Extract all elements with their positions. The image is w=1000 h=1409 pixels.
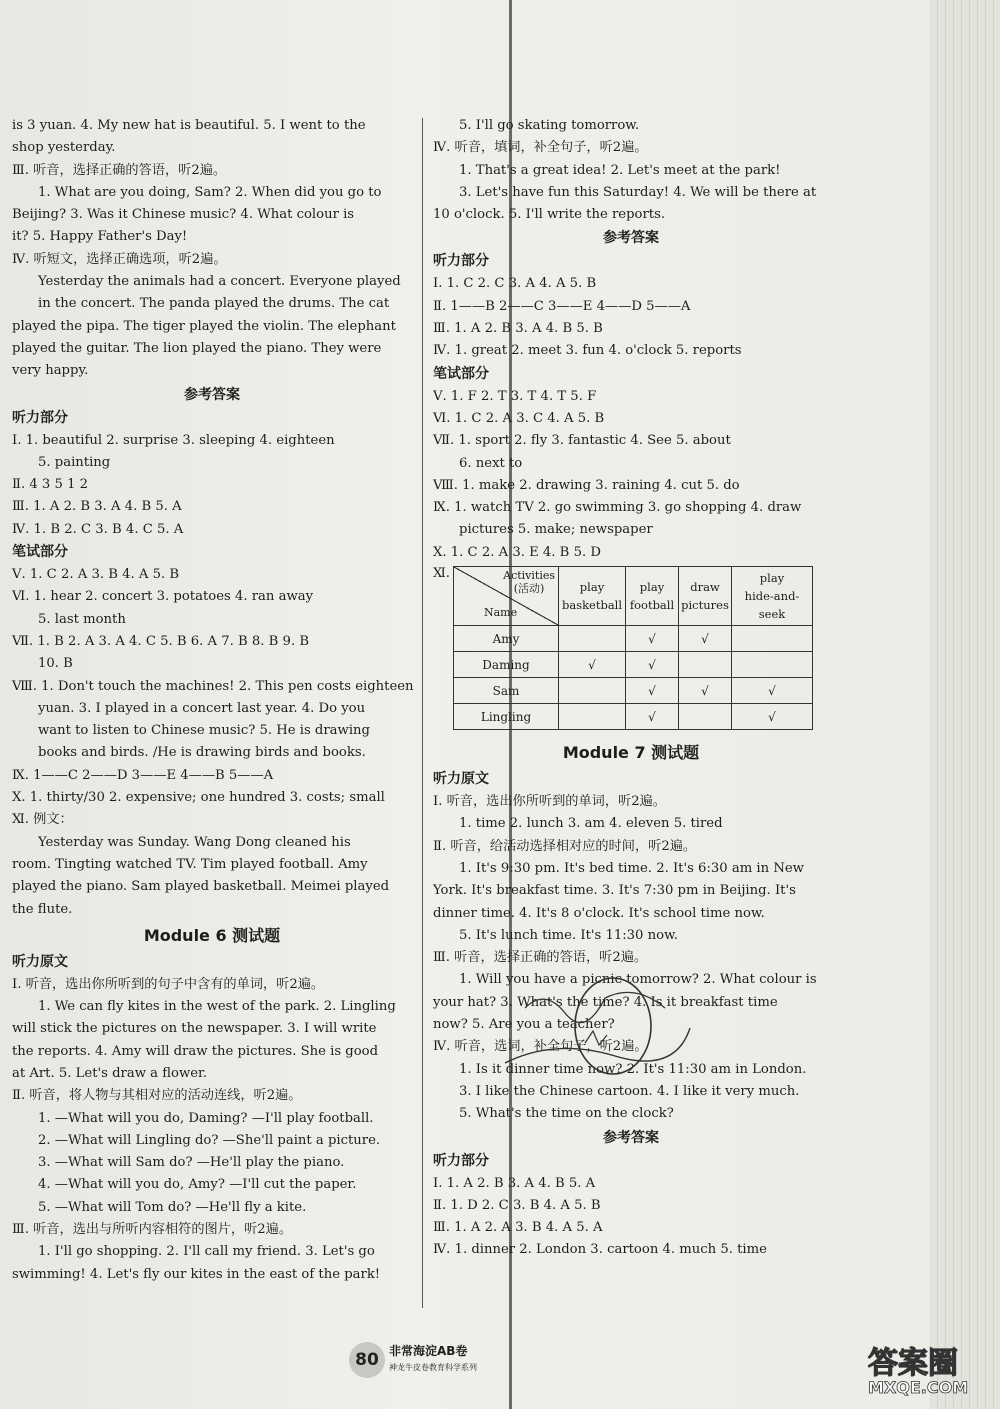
check-cell: √ [732, 678, 813, 704]
text-line: room. Tingting watched TV. Tim played football. Amy [12, 856, 368, 872]
corner-activities-cn-label: (活动) [513, 582, 545, 596]
text-line: 3. Let's have fun this Saturday! 4. We will be there at [459, 184, 817, 200]
text-line: 1. That's a great idea! 2. Let's meet at the park! [459, 162, 781, 178]
watermark-logo-sub: MXQE.COM [868, 1378, 969, 1397]
text-line: Ⅸ. 1——C 2——D 3——E 4——B 5——A [12, 767, 274, 783]
text-line: Ⅵ. 1. hear 2. concert 3. potatoes 4. ran away [12, 589, 314, 605]
text-line: 6. next to [459, 455, 523, 471]
series-name: 神龙牛皮卷教育科学系列 [389, 1363, 477, 1372]
text-line: played the piano. Sam played basketball. Meimei played [12, 879, 390, 895]
text-line: 3. —What will Sam do? —He'll play the piano. [38, 1155, 345, 1171]
text-line: 5. What's the time on the clock? [459, 1106, 674, 1122]
right-column-bottom [433, 738, 829, 1262]
text-line: Ⅳ. 听音，填词，补全句子，听2遍。 [433, 140, 648, 156]
row-name-cell: Lingling [454, 704, 559, 730]
check-cell: √ [559, 652, 626, 678]
column-header-text: play [759, 571, 785, 586]
text-line: 1. It's 9:30 pm. It's bed time. 2. It's 6:30 am in New [459, 860, 804, 876]
section-heading: 笔试部分 [433, 365, 489, 382]
text-line: Ⅱ. 1——B 2——C 3——E 4——D 5——A [433, 298, 691, 314]
text-line: now? 5. Are you a teacher? [433, 1017, 615, 1033]
text-line: very happy. [12, 363, 89, 379]
text-line: Ⅶ. 1. sport 2. fly 3. fantastic 4. See 5. about [433, 433, 731, 449]
text-line: Ⅵ. 1. C 2. A 3. C 4. A 5. B [433, 410, 605, 426]
column-header-text: play [579, 580, 605, 595]
activity-column-header [732, 567, 813, 626]
text-line: Ⅲ. 听音，选出与所听内容相符的图片，听2遍。 [12, 1222, 293, 1238]
text-line: Ⅲ. 1. A 2. A 3. B 4. A 5. A [433, 1220, 603, 1236]
text-line: Ⅱ. 听音，给活动选择相对应的时间，听2遍。 [433, 838, 697, 854]
column-header-text: basketball [561, 598, 623, 613]
watermark-logo [868, 1338, 993, 1402]
text-line: 1. Will you have a picnic tomorrow? 2. What colour is [459, 972, 817, 988]
left-column [12, 115, 412, 1286]
page-number: 80 [349, 1342, 385, 1378]
text-line: 1. —What will you do, Daming? —I'll play football. [38, 1110, 374, 1126]
text-line: played the pipa. The tiger played the violin. The elephant [12, 318, 396, 334]
text-line: 5. last month [38, 611, 126, 627]
activity-column-header [559, 567, 626, 626]
text-line: Ⅰ. 听音，选出你所听到的单词，听2遍。 [433, 794, 666, 810]
text-line: 5. —What will Tom do? —He'll fly a kite. [38, 1199, 307, 1215]
column-header-text: football [629, 598, 675, 613]
table-row [454, 626, 813, 652]
text-line: York. It's breakfast time. 3. It's 7:30 pm in Beijing. It's [433, 883, 796, 899]
text-line: Ⅷ. 1. Don't touch the machines! 2. This pen costs eighteen [12, 678, 414, 694]
text-line: the reports. 4. Amy will draw the pictures. She is good [12, 1043, 379, 1059]
text-line: 4. —What will you do, Amy? —I'll cut the paper. [38, 1177, 357, 1193]
text-line: 10. B [38, 656, 73, 672]
section-heading: 听力部分 [433, 1152, 489, 1169]
text-line: Ⅲ. 听音，选择正确的答语，听2遍。 [12, 162, 227, 178]
check-cell [732, 626, 813, 652]
text-line: Ⅲ. 1. A 2. B 3. A 4. B 5. A [12, 499, 182, 515]
text-line: Ⅰ. 1. C 2. C 3. A 4. A 5. B [433, 276, 597, 292]
text-line: Ⅹ. 1. C 2. A 3. E 4. B 5. D [433, 544, 601, 560]
text-line: books and birds. /He is drawing birds and books. [38, 745, 366, 761]
section-heading: 听力原文 [433, 771, 489, 788]
check-cell [732, 652, 813, 678]
module-title: Module 7 测试题 [562, 743, 700, 763]
section-heading: 听力原文 [12, 953, 68, 970]
answer-heading: 参考答案 [184, 386, 240, 403]
text-line: 1. time 2. lunch 3. am 4. eleven 5. tired [459, 816, 723, 832]
column-header-text: draw [690, 580, 720, 595]
text-line: your hat? 3. What's the time? 4. Is it breakfast time [433, 994, 778, 1010]
text-line: Ⅲ. 1. A 2. B 3. A 4. B 5. B [433, 321, 603, 337]
text-line: 5. painting [38, 454, 111, 470]
text-line: 1. I'll go shopping. 2. I'll call my friend. 3. Let's go [38, 1244, 375, 1260]
text-line: 5. It's lunch time. It's 11:30 now. [459, 927, 678, 943]
text-line: played the guitar. The lion played the piano. They were [12, 340, 382, 356]
activities-table [453, 566, 813, 730]
text-line: Ⅺ. 例文： [12, 812, 73, 828]
column-divider [422, 118, 423, 1308]
text-line: Ⅳ. 听短文，选择正确选项，听2遍。 [12, 251, 227, 267]
text-line: yuan. 3. I played in a concert last year. 4. Do you [38, 700, 366, 716]
text-line: 3. I like the Chinese cartoon. 4. I like it very much. [459, 1083, 800, 1099]
text-line: Beijing? 3. Was it Chinese music? 4. What colour is [12, 207, 355, 223]
text-line: Ⅶ. 1. B 2. A 3. A 4. C 5. B 6. A 7. B 8. B 9. B [12, 633, 310, 649]
text-line: Ⅲ. 听音，选择正确的答语，听2遍。 [433, 950, 648, 966]
text-line: is 3 yuan. 4. My new hat is beautiful. 5. I went to the [12, 118, 366, 133]
corner-name-label: Name [484, 606, 518, 620]
text-line: will stick the pictures on the newspaper. 3. I will write [12, 1021, 377, 1037]
activity-column-header [626, 567, 679, 626]
section-heading: 听力部分 [433, 253, 489, 270]
text-line: Ⅳ. 听音，选词，补全句子，听2遍。 [433, 1039, 648, 1055]
text-line: it? 5. Happy Father's Day! [12, 229, 188, 245]
row-name-cell: Daming [454, 652, 559, 678]
text-line: Ⅰ. 1. A 2. B 3. A 4. B 5. A [433, 1175, 596, 1191]
page-stack-edge [930, 0, 1000, 1409]
check-cell: √ [626, 704, 679, 730]
watermark-logo-main: 答案圈 [868, 1346, 958, 1381]
corner-activities-label: Activities [503, 569, 555, 583]
column-header-text: pictures [681, 598, 729, 613]
text-line: Ⅴ. 1. F 2. T 3. T 4. T 5. F [433, 388, 597, 404]
text-line: Yesterday the animals had a concert. Everyone played [38, 274, 401, 290]
activity-column-header [679, 567, 732, 626]
text-line: 1. What are you doing, Sam? 2. When did you go to [38, 184, 382, 200]
text-line: in the concert. The panda played the drums. The cat [38, 296, 390, 312]
check-cell [559, 678, 626, 704]
text-line: Ⅱ. 听音，将人物与其相对应的活动连线，听2遍。 [12, 1088, 302, 1104]
text-line: 1. Is it dinner time now? 2. It's 11:30 am in London. [459, 1061, 807, 1077]
text-line: Ⅸ. 1. watch TV 2. go swimming 3. go shopping 4. draw [433, 500, 802, 516]
column-header-text: hide-and-seek [744, 589, 800, 622]
text-line: want to listen to Chinese music? 5. He is drawing [38, 723, 370, 739]
text-line: 2. —What will Lingling do? —She'll paint a picture. [38, 1132, 381, 1148]
text-line: pictures 5. make; newspaper [459, 522, 653, 538]
row-name-cell: Sam [454, 678, 559, 704]
text-line: 10 o'clock. 5. I'll write the reports. [433, 207, 666, 223]
column-header-text: play [639, 580, 665, 595]
text-line: Ⅱ. 4 3 5 1 2 [12, 477, 89, 493]
text-line: Yesterday was Sunday. Wang Dong cleaned his [38, 834, 351, 850]
text-line: Ⅳ. 1. great 2. meet 3. fun 4. o'clock 5. reports [433, 343, 742, 359]
text-line: Ⅴ. 1. C 2. A 3. B 4. A 5. B [12, 567, 180, 583]
check-cell: √ [626, 626, 679, 652]
section-heading: 听力部分 [12, 409, 68, 426]
check-cell [679, 704, 732, 730]
text-line: shop yesterday. [12, 140, 116, 156]
answer-heading: 参考答案 [603, 1129, 659, 1146]
check-cell: √ [679, 678, 732, 704]
right-column [433, 115, 829, 1262]
text-line: Ⅷ. 1. make 2. drawing 3. raining 4. cut 5. do [433, 477, 740, 493]
check-cell [679, 652, 732, 678]
text-line: the flute. [12, 901, 73, 917]
book-title: 非常海淀AB卷 [389, 1344, 468, 1358]
row-name-cell: Amy [454, 626, 559, 652]
check-cell [559, 626, 626, 652]
text-line: 5. I'll go skating tomorrow. [459, 118, 640, 133]
text-line: Ⅱ. 1. D 2. C 3. B 4. A 5. B [433, 1197, 601, 1213]
activities-table-block [433, 566, 829, 738]
text-line: Ⅳ. 1. dinner 2. London 3. cartoon 4. much 5. time [433, 1242, 767, 1258]
text-line: Ⅹ. 1. thirty/30 2. expensive; one hundred 3. costs; small [12, 790, 385, 806]
answer-heading: 参考答案 [603, 230, 659, 247]
table-label: Ⅺ. [433, 566, 450, 582]
check-cell: √ [626, 652, 679, 678]
table-row [454, 652, 813, 678]
text-line: 1. We can fly kites in the west of the park. 2. Lingling [38, 999, 396, 1015]
section-heading: 笔试部分 [12, 544, 68, 561]
page-footer [349, 1338, 529, 1382]
text-line: Ⅰ. 1. beautiful 2. surprise 3. sleeping 4. eighteen [12, 432, 335, 448]
text-line: swimming! 4. Let's fly our kites in the east of the park! [12, 1266, 381, 1282]
check-cell [559, 704, 626, 730]
text-line: at Art. 5. Let's draw a flower. [12, 1065, 208, 1081]
table-row [454, 678, 813, 704]
check-cell: √ [679, 626, 732, 652]
table-row [454, 704, 813, 730]
module-title: Module 6 测试题 [143, 925, 281, 945]
text-line: dinner time. 4. It's 8 o'clock. It's school time now. [433, 905, 765, 921]
check-cell: √ [626, 678, 679, 704]
text-line: Ⅰ. 听音，选出你所听到的句子中含有的单词，听2遍。 [12, 976, 325, 992]
text-line: Ⅳ. 1. B 2. C 3. B 4. C 5. A [12, 521, 184, 537]
table-corner-cell [454, 567, 559, 626]
right-column-top [433, 115, 829, 564]
check-cell: √ [732, 704, 813, 730]
